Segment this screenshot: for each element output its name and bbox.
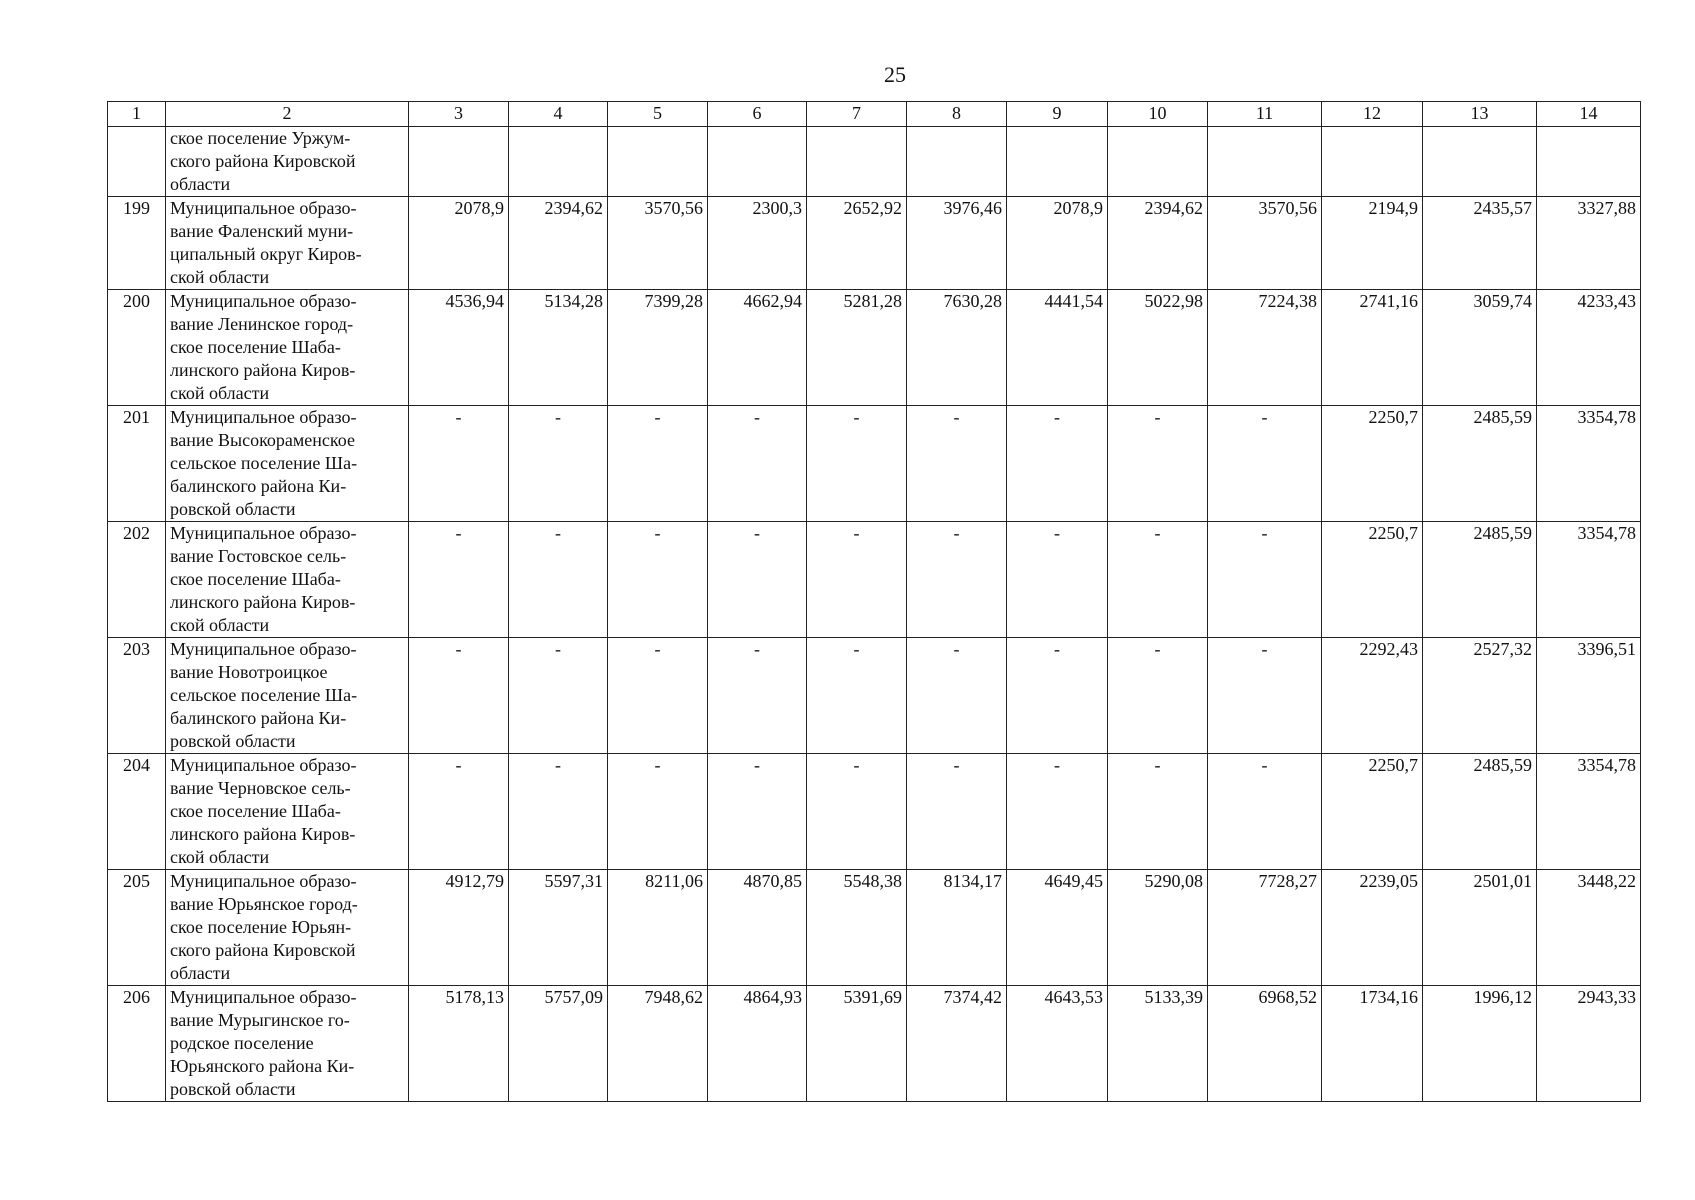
value-cell: 5391,69 [807, 986, 907, 1102]
value-cell [1007, 127, 1108, 197]
municipality-name-cell: Муниципальное образо- вание Черновское сель- ское поселение Шаба- линского района Киров- ской области [166, 754, 409, 870]
row-number-cell: 199 [108, 197, 166, 290]
value-cell: - [807, 406, 907, 522]
value-cell: 5178,13 [409, 986, 509, 1102]
value-cell: - [409, 406, 509, 522]
value-cell: - [807, 638, 907, 754]
value-cell: 2435,57 [1423, 197, 1537, 290]
column-header: 10 [1108, 102, 1208, 127]
value-cell: 2485,59 [1423, 406, 1537, 522]
value-cell: - [409, 522, 509, 638]
column-header: 11 [1208, 102, 1322, 127]
value-cell: 7948,62 [608, 986, 708, 1102]
value-cell: - [608, 406, 708, 522]
value-cell: 2501,01 [1423, 870, 1537, 986]
table-row [108, 522, 1641, 638]
value-cell: - [708, 406, 807, 522]
column-header: 14 [1537, 102, 1641, 127]
column-header: 5 [608, 102, 708, 127]
data-table [107, 101, 1641, 1102]
value-cell [409, 127, 509, 197]
value-cell: 7374,42 [907, 986, 1007, 1102]
value-cell: 8211,06 [608, 870, 708, 986]
value-cell: 5022,98 [1108, 290, 1208, 406]
column-header: 2 [166, 102, 409, 127]
table-row [108, 754, 1641, 870]
row-number-cell: 204 [108, 754, 166, 870]
value-cell: 2394,62 [1108, 197, 1208, 290]
value-cell: - [1007, 522, 1108, 638]
value-cell: - [608, 754, 708, 870]
value-cell: 2300,3 [708, 197, 807, 290]
value-cell: 2741,16 [1322, 290, 1423, 406]
value-cell: - [1208, 638, 1322, 754]
value-cell: 4233,43 [1537, 290, 1641, 406]
column-header: 1 [108, 102, 166, 127]
value-cell [608, 127, 708, 197]
municipality-name-cell: ское поселение Уржум- ского района Кировской области [166, 127, 409, 197]
value-cell: - [708, 522, 807, 638]
value-cell: 2652,92 [807, 197, 907, 290]
row-number-cell: 206 [108, 986, 166, 1102]
column-header: 7 [807, 102, 907, 127]
municipality-name-cell: Муниципальное образо- вание Гостовское сель- ское поселение Шаба- линского района Киров- ской области [166, 522, 409, 638]
municipality-name-cell: Муниципальное образо- вание Юрьянское город- ское поселение Юрьян- ского района Кировской области [166, 870, 409, 986]
value-cell: 2394,62 [509, 197, 608, 290]
value-cell: - [907, 754, 1007, 870]
value-cell: 5757,09 [509, 986, 608, 1102]
column-header: 12 [1322, 102, 1423, 127]
row-number-cell: 205 [108, 870, 166, 986]
value-cell: 2485,59 [1423, 754, 1537, 870]
value-cell: 8134,17 [907, 870, 1007, 986]
municipality-name-cell: Муниципальное образо- вание Высокораменское сельское поселение Ша- балинского района Ки- ровской области [166, 406, 409, 522]
value-cell: 3448,22 [1537, 870, 1641, 986]
value-cell: 3570,56 [1208, 197, 1322, 290]
table-row [108, 870, 1641, 986]
value-cell: - [1208, 406, 1322, 522]
value-cell: 3976,46 [907, 197, 1007, 290]
row-number-cell: 203 [108, 638, 166, 754]
value-cell: - [608, 522, 708, 638]
value-cell: 3354,78 [1537, 406, 1641, 522]
value-cell: 3354,78 [1537, 522, 1641, 638]
table-row [108, 406, 1641, 522]
value-cell: 6968,52 [1208, 986, 1322, 1102]
value-cell: 4649,45 [1007, 870, 1108, 986]
value-cell: 2250,7 [1322, 406, 1423, 522]
value-cell: - [509, 754, 608, 870]
value-cell: - [608, 638, 708, 754]
table-row [108, 127, 1641, 197]
table-row [108, 986, 1641, 1102]
value-cell: - [509, 406, 608, 522]
value-cell: 4643,53 [1007, 986, 1108, 1102]
value-cell [509, 127, 608, 197]
value-cell: 2527,32 [1423, 638, 1537, 754]
column-header: 3 [409, 102, 509, 127]
value-cell: 2250,7 [1322, 754, 1423, 870]
column-header: 9 [1007, 102, 1108, 127]
municipality-name-cell: Муниципальное образо- вание Мурыгинское го- родское поселение Юрьянского района Ки- ровской области [166, 986, 409, 1102]
value-cell [1208, 127, 1322, 197]
value-cell: 4864,93 [708, 986, 807, 1102]
value-cell: - [1108, 406, 1208, 522]
value-cell: 4912,79 [409, 870, 509, 986]
value-cell: 5290,08 [1108, 870, 1208, 986]
value-cell [708, 127, 807, 197]
value-cell: - [409, 754, 509, 870]
value-cell: 2194,9 [1322, 197, 1423, 290]
value-cell: - [509, 522, 608, 638]
municipality-name-cell: Муниципальное образо- вание Фаленский муни- ципальный округ Киров- ской области [166, 197, 409, 290]
table-row [108, 197, 1641, 290]
value-cell: - [807, 522, 907, 638]
value-cell: - [907, 522, 1007, 638]
value-cell: - [708, 754, 807, 870]
row-number-cell: 201 [108, 406, 166, 522]
value-cell: 2239,05 [1322, 870, 1423, 986]
value-cell: 7224,38 [1208, 290, 1322, 406]
value-cell: 4662,94 [708, 290, 807, 406]
value-cell: 2943,33 [1537, 986, 1641, 1102]
value-cell: - [1007, 754, 1108, 870]
value-cell [1322, 127, 1423, 197]
value-cell: - [1108, 522, 1208, 638]
value-cell: 4536,94 [409, 290, 509, 406]
column-header: 4 [509, 102, 608, 127]
value-cell: 7630,28 [907, 290, 1007, 406]
value-cell: - [807, 754, 907, 870]
value-cell [1537, 127, 1641, 197]
value-cell: - [1108, 638, 1208, 754]
value-cell: 1996,12 [1423, 986, 1537, 1102]
value-cell: 2250,7 [1322, 522, 1423, 638]
value-cell: 4870,85 [708, 870, 807, 986]
column-header: 6 [708, 102, 807, 127]
value-cell: 5133,39 [1108, 986, 1208, 1102]
value-cell: - [907, 406, 1007, 522]
table-row [108, 290, 1641, 406]
value-cell: 7399,28 [608, 290, 708, 406]
value-cell: - [409, 638, 509, 754]
page-number: 25 [884, 62, 906, 87]
value-cell: 2292,43 [1322, 638, 1423, 754]
value-cell: - [1208, 522, 1322, 638]
value-cell: 2485,59 [1423, 522, 1537, 638]
value-cell: 5281,28 [807, 290, 907, 406]
column-header: 8 [907, 102, 1007, 127]
value-cell: 2078,9 [409, 197, 509, 290]
value-cell: - [509, 638, 608, 754]
value-cell [1423, 127, 1537, 197]
value-cell: 3570,56 [608, 197, 708, 290]
table-header-row [108, 102, 1641, 127]
row-number-cell [108, 127, 166, 197]
value-cell: 1734,16 [1322, 986, 1423, 1102]
value-cell: - [1108, 754, 1208, 870]
value-cell: - [1007, 638, 1108, 754]
value-cell: - [1208, 754, 1322, 870]
value-cell [1108, 127, 1208, 197]
value-cell: - [1007, 406, 1108, 522]
value-cell: - [907, 638, 1007, 754]
municipality-name-cell: Муниципальное образо- вание Новотроицкое сельское поселение Ша- балинского района Ки- ровской области [166, 638, 409, 754]
value-cell: 5134,28 [509, 290, 608, 406]
municipality-name-cell: Муниципальное образо- вание Ленинское город- ское поселение Шаба- линского района Киров- ской области [166, 290, 409, 406]
value-cell: 3327,88 [1537, 197, 1641, 290]
value-cell: 5597,31 [509, 870, 608, 986]
row-number-cell: 202 [108, 522, 166, 638]
value-cell: 3396,51 [1537, 638, 1641, 754]
row-number-cell: 200 [108, 290, 166, 406]
value-cell: 7728,27 [1208, 870, 1322, 986]
value-cell: 3354,78 [1537, 754, 1641, 870]
value-cell: 4441,54 [1007, 290, 1108, 406]
value-cell: - [708, 638, 807, 754]
value-cell [907, 127, 1007, 197]
value-cell: 5548,38 [807, 870, 907, 986]
column-header: 13 [1423, 102, 1537, 127]
value-cell [807, 127, 907, 197]
value-cell: 2078,9 [1007, 197, 1108, 290]
table-row [108, 638, 1641, 754]
value-cell: 3059,74 [1423, 290, 1537, 406]
